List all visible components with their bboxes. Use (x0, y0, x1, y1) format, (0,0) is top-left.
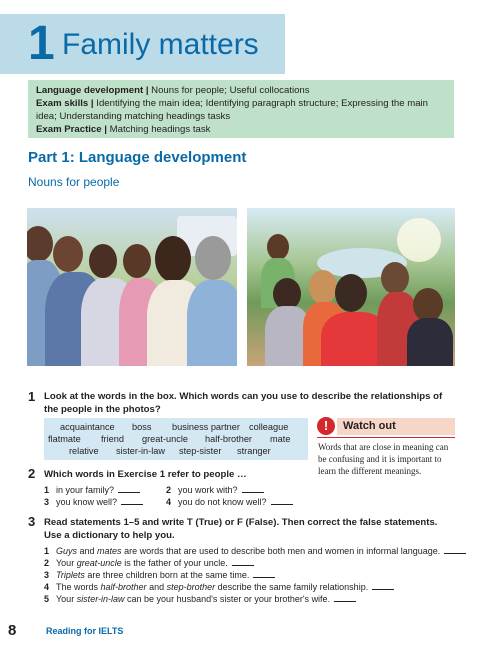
word-box (44, 418, 308, 460)
part-title: Part 1: Language development (28, 149, 247, 166)
page-number: 8 (8, 622, 17, 639)
word-item: flatmate (48, 434, 81, 444)
watch-out-title: Watch out (337, 418, 455, 435)
unit-number: 1 (28, 17, 55, 70)
question-3-text: Read statements 1–5 and write T (True) or F (False). Then correct the false statements. Use a dictionary to help you. (44, 517, 438, 541)
word-item: friend (101, 434, 124, 444)
question-2-option: 2 you work with? (166, 484, 264, 496)
watch-out-divider (317, 437, 455, 438)
answer-blank[interactable] (334, 601, 356, 602)
book-title-footer: Reading for IELTS (46, 626, 124, 636)
friends-photo (247, 208, 455, 366)
answer-blank[interactable] (242, 492, 264, 493)
answer-blank[interactable] (253, 577, 275, 578)
overview-line-exam-skills: Exam skills | Identifying the main idea; Identifying paragraph structure; Expressing the main idea; Understanding matching headings tasks (36, 98, 428, 122)
answer-blank[interactable] (444, 553, 466, 554)
word-item: colleague (249, 422, 289, 432)
word-item: step-sister (179, 446, 222, 456)
question-2-option: 3 you know well? (44, 496, 143, 508)
answer-blank[interactable] (232, 565, 254, 566)
overview-line-exam-practice: Exam Practice | Matching headings task (36, 124, 211, 135)
answer-blank[interactable] (271, 504, 293, 505)
question-2-option: 4 you do not know well? (166, 496, 293, 508)
answer-blank[interactable] (121, 504, 143, 505)
word-item: sister-in-law (116, 446, 166, 456)
question-2-number: 2 (28, 466, 36, 481)
word-item: half-brother (205, 434, 252, 444)
statement-item: 4 The words half-brother and step-brother describe the same family relationship. (44, 581, 394, 593)
statement-item: 3 Triplets are three children born at the same time. (44, 569, 275, 581)
statement-item: 2 Your great-uncle is the father of your uncle. (44, 557, 254, 569)
statement-item: 5 Your sister-in-law can be your husband's sister or your brother's wife. (44, 593, 356, 605)
watch-out-text: Words that are close in meaning can be confusing and it is important to learn the different meanings. (318, 442, 449, 476)
question-2-option: 1 in your family? (44, 484, 140, 496)
word-item: acquaintance (60, 422, 115, 432)
unit-banner (0, 14, 285, 74)
word-item: business partner (172, 422, 240, 432)
question-1-text: Look at the words in the box. Which words can you use to describe the relationships of the people in the photos? (44, 391, 443, 415)
answer-blank[interactable] (372, 589, 394, 590)
word-item: great-uncle (142, 434, 188, 444)
question-1-number: 1 (28, 389, 36, 404)
question-2-text: Which words in Exercise 1 refer to people … (44, 469, 247, 480)
word-item: stranger (237, 446, 271, 456)
question-3-number: 3 (28, 514, 36, 529)
family-photo (27, 208, 237, 366)
word-item: boss (132, 422, 152, 432)
word-item: mate (270, 434, 291, 444)
word-item: relative (69, 446, 99, 456)
statement-item: 1 Guys and mates are words that are used to describe both men and women in informal language. (44, 545, 466, 557)
exclamation-icon: ! (317, 417, 335, 435)
unit-title: Family matters (62, 28, 259, 61)
answer-blank[interactable] (118, 492, 140, 493)
overview-line-language: Language development | Nouns for people; Useful collocations (36, 85, 310, 96)
unit-overview-box (28, 80, 454, 138)
section-title: Nouns for people (28, 175, 120, 189)
